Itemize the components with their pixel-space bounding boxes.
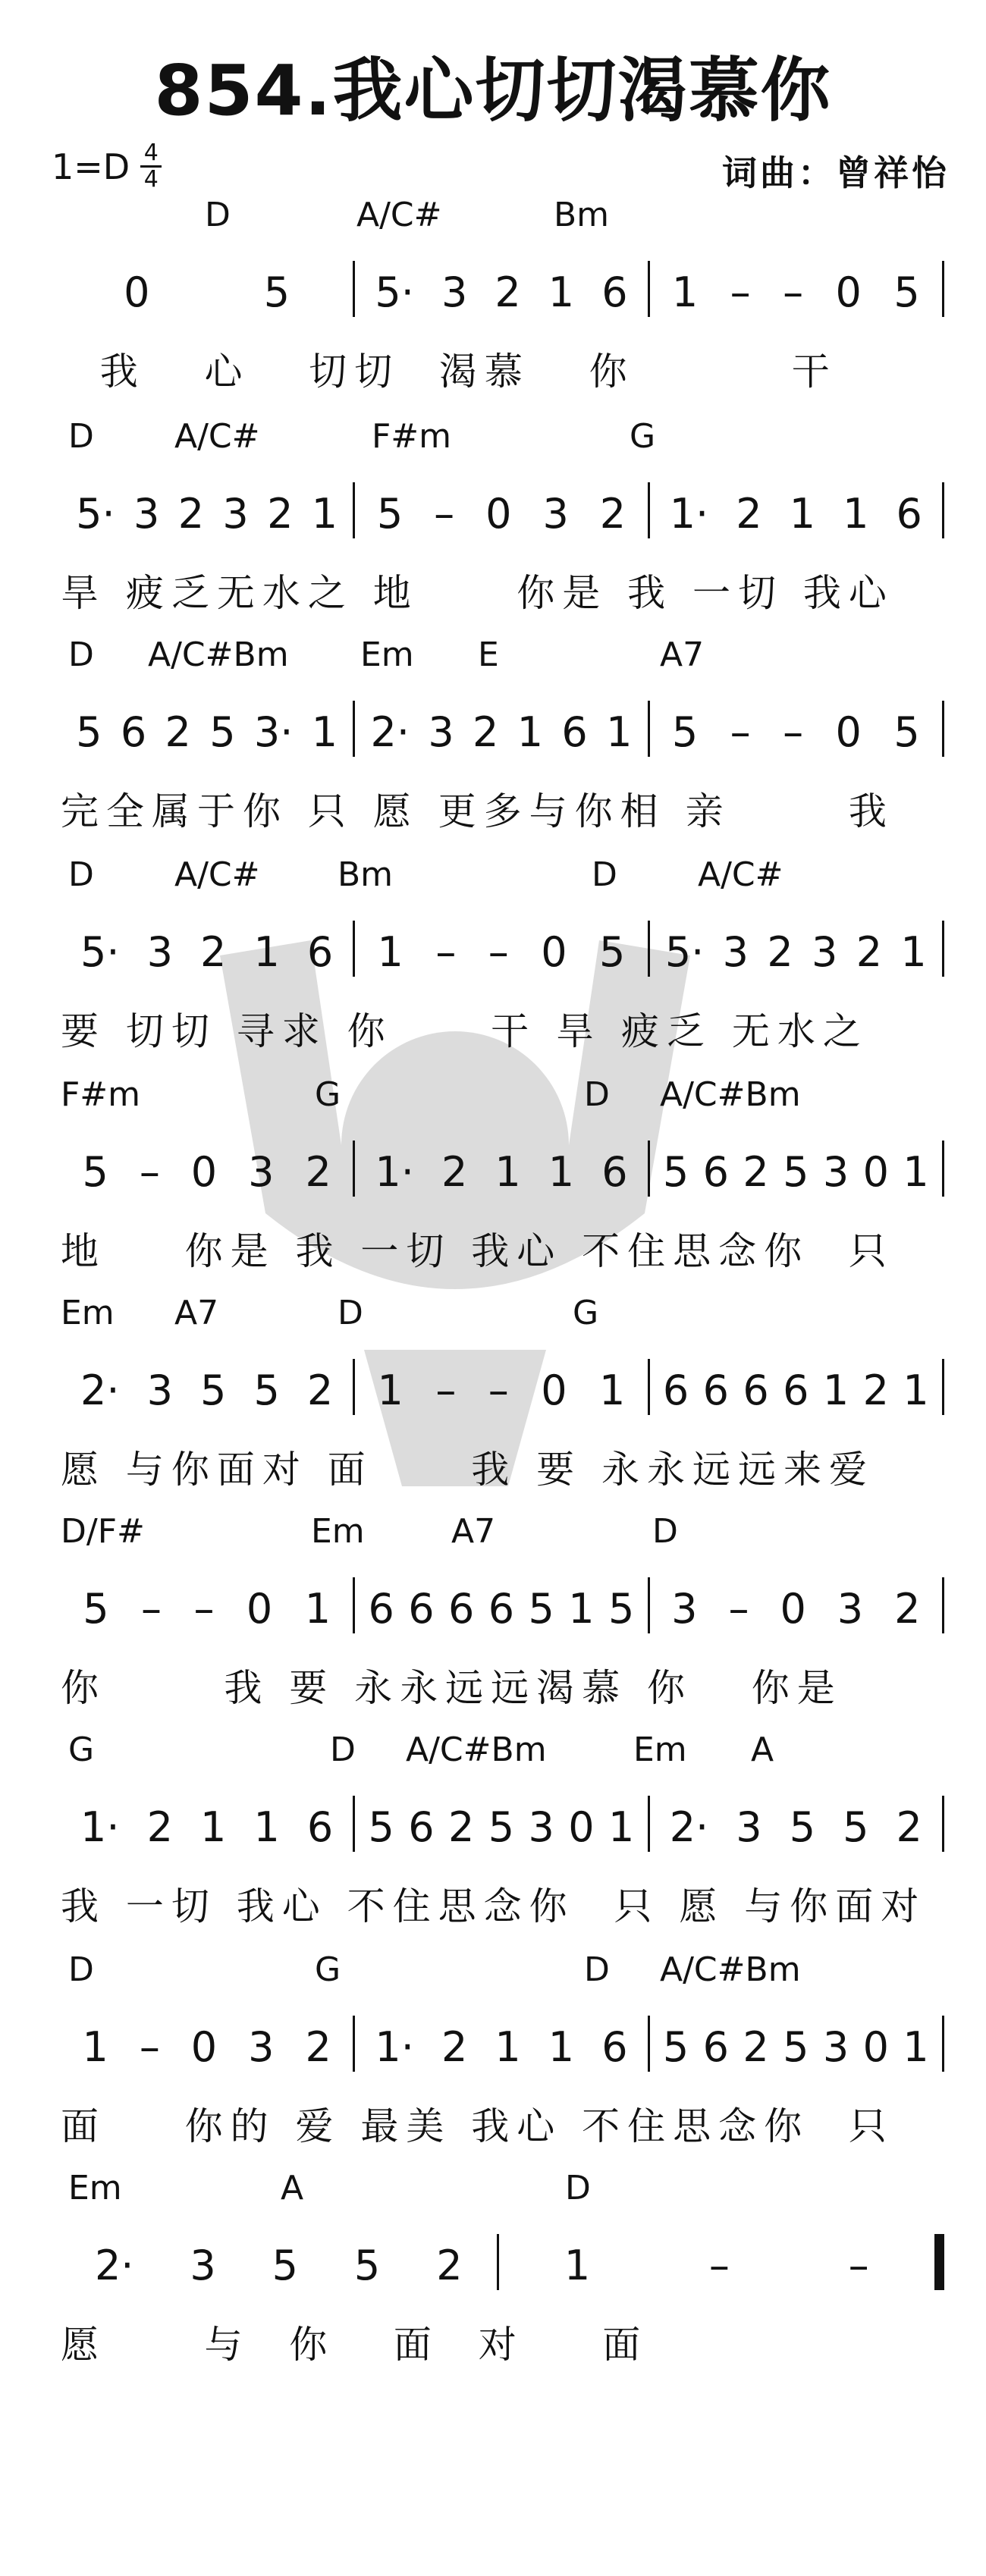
note: 2 (441, 2023, 468, 2071)
note: 5 (376, 490, 404, 538)
chord-symbol: A7 (451, 1512, 496, 1551)
note: – (730, 268, 751, 316)
measure (499, 2229, 935, 2290)
note: 2· (669, 1803, 709, 1851)
note: 5 (662, 1148, 689, 1196)
score-system (0, 1730, 986, 1958)
note: 1 (568, 1585, 595, 1633)
song-title: 854.我心切切渴慕你 (154, 50, 832, 131)
lyric-line: 你 我 要 永永远远渴慕 你 你是 (61, 1666, 843, 1710)
notation-line (61, 916, 944, 977)
note: 5 (200, 1366, 227, 1414)
chord-symbol: A/C# (698, 855, 783, 894)
measure (61, 256, 353, 317)
score-system (0, 855, 986, 1083)
note: 1 (377, 1366, 404, 1414)
note: 0 (541, 1366, 567, 1414)
measure (355, 2011, 647, 2072)
note: 1 (789, 490, 816, 538)
note: 1 (548, 268, 575, 316)
note: 1 (903, 1148, 929, 1196)
note: 3 (528, 1803, 554, 1851)
lyric-line: 我 一切 我心 不住思念你 只 愿 与你面对 (61, 1884, 927, 1928)
note: 2 (862, 1366, 889, 1414)
chord-symbol: A (751, 1730, 774, 1769)
chord-symbol: G (630, 417, 656, 456)
score-system (0, 1512, 986, 1740)
note: 3 (190, 2242, 216, 2289)
notation-line (61, 478, 944, 538)
note: 0 (541, 928, 567, 976)
note: 1 (82, 2023, 108, 2071)
note: 2 (736, 490, 762, 538)
note: 0 (124, 268, 150, 316)
note: – (783, 708, 804, 756)
notation-line (61, 1354, 944, 1415)
chord-symbol: G (573, 1294, 599, 1332)
chord-symbol: G (315, 1950, 341, 1989)
note: 6 (306, 1803, 334, 1851)
measure (61, 696, 353, 757)
note: 2 (448, 1803, 475, 1851)
note: 1 (843, 490, 869, 538)
lyric-line: 愿 与你面对 面 我 要 永永远远来爱 (61, 1448, 875, 1492)
barline (942, 482, 944, 538)
note: 6 (783, 1366, 809, 1414)
note: 0 (835, 708, 862, 756)
note: 1 (606, 708, 633, 756)
notation-line (61, 696, 944, 757)
note: 6 (488, 1585, 515, 1633)
note: 5 (209, 708, 236, 756)
measure (355, 1136, 647, 1197)
measure (355, 696, 647, 757)
measure (61, 1136, 353, 1197)
note: 5 (488, 1803, 515, 1851)
notation-line (61, 1573, 944, 1633)
note: 6 (120, 708, 147, 756)
note: 6 (702, 2023, 729, 2071)
note: 5· (80, 928, 120, 976)
lyric-line: 旱 疲乏无水之 地 你是 我 一切 我心 (61, 571, 894, 615)
note: 2 (146, 1803, 173, 1851)
measure (61, 1791, 353, 1852)
note: 3 (222, 490, 249, 538)
measure (61, 1354, 353, 1415)
note: 2 (599, 490, 626, 538)
lyric-line: 愿 与 你 面 对 面 (61, 2323, 648, 2367)
chord-symbol: G (68, 1730, 95, 1769)
note: 1 (253, 1803, 280, 1851)
chord-symbol: Em (61, 1294, 115, 1332)
note: – (728, 1585, 749, 1633)
note: 2 (495, 268, 521, 316)
note: 5 (789, 1803, 816, 1851)
note: 2· (80, 1366, 120, 1414)
note: 1 (822, 1366, 849, 1414)
note: – (488, 928, 509, 976)
measure (650, 478, 942, 538)
note: 2 (767, 928, 793, 976)
barline (942, 1141, 944, 1197)
measure (61, 478, 353, 538)
barline (942, 1359, 944, 1415)
note: 0 (568, 1803, 595, 1851)
note: 1 (253, 928, 280, 976)
measure (355, 1791, 647, 1852)
note: 3 (671, 1585, 698, 1633)
measure (650, 1573, 942, 1633)
note: 5 (893, 708, 920, 756)
note: 2 (743, 1148, 769, 1196)
notation-line (61, 256, 944, 317)
note: 0 (190, 2023, 218, 2071)
chord-symbol: E (478, 635, 499, 674)
chord-symbol: A/C# (174, 417, 260, 456)
note: 1· (375, 1148, 414, 1196)
chord-symbol: Bm (554, 196, 610, 234)
note: 5 (368, 1803, 394, 1851)
note: 5 (671, 708, 699, 756)
chord-symbol: D (338, 1294, 363, 1332)
note: 3 (736, 1803, 762, 1851)
note: – (139, 2023, 160, 2071)
note: 5 (783, 2023, 809, 2071)
note: – (139, 1148, 160, 1196)
chord-symbol: D (584, 1950, 610, 1989)
note: 5 (608, 1585, 635, 1633)
note: 5 (253, 1366, 280, 1414)
note: 5 (76, 708, 102, 756)
note: 3 (542, 490, 569, 538)
note: 1 (495, 2023, 521, 2071)
note: 3 (837, 1585, 864, 1633)
lyric-line: 我 心 切切 渴慕 你 干 (61, 350, 837, 394)
measure (650, 1791, 942, 1852)
note: 1 (548, 1148, 575, 1196)
note: 0 (862, 1148, 889, 1196)
key-label: 1=D (52, 146, 130, 187)
chord-symbol: Em (68, 2169, 122, 2207)
note: 1 (517, 708, 544, 756)
notation-line (61, 1791, 944, 1852)
barline (942, 2016, 944, 2072)
chord-symbol: A/C# (174, 855, 260, 894)
score-system (0, 1075, 986, 1303)
note: 5 (83, 1585, 109, 1633)
note: 5 (843, 1803, 869, 1851)
score-system (0, 1294, 986, 1521)
note: 3· (253, 708, 294, 756)
note: 1 (311, 708, 338, 756)
measure (61, 1573, 353, 1633)
note: 1· (669, 490, 709, 538)
note: 3 (248, 2023, 275, 2071)
note: – (730, 708, 751, 756)
score-system (0, 2169, 986, 2396)
note: 6 (601, 268, 628, 316)
note: 6 (408, 1585, 435, 1633)
score-system (0, 1950, 986, 2178)
note: 3 (722, 928, 749, 976)
note: 5 (893, 268, 920, 316)
note: 3 (822, 1148, 849, 1196)
note: 3 (812, 928, 838, 976)
note: – (434, 490, 455, 538)
chord-symbol: A/C#Bm (148, 635, 289, 674)
note: 2 (743, 2023, 769, 2071)
note: 6 (306, 928, 334, 976)
note: – (783, 268, 804, 316)
note: – (435, 1366, 457, 1414)
chord-symbol: Em (311, 1512, 365, 1551)
chord-symbol: D (68, 855, 94, 894)
notation-line (61, 2011, 944, 2072)
notation-line (61, 1136, 944, 1197)
note: 6 (448, 1585, 475, 1633)
chord-symbol: A/C#Bm (406, 1730, 547, 1769)
note: 1 (608, 1803, 635, 1851)
note: 6 (743, 1366, 769, 1414)
note: 3 (146, 928, 173, 976)
score-system (0, 635, 986, 863)
note: 1 (200, 1803, 227, 1851)
note: 6 (561, 708, 588, 756)
note: 1· (80, 1803, 120, 1851)
note: 3 (428, 708, 454, 756)
measure (650, 2011, 942, 2072)
note: 5 (662, 2023, 689, 2071)
note: 5 (528, 1585, 554, 1633)
barline (934, 2234, 944, 2290)
note: 0 (835, 268, 862, 316)
chord-symbol: F#m (372, 417, 452, 456)
barline (942, 1796, 944, 1852)
note: 2· (94, 2242, 134, 2289)
note: 2 (267, 490, 294, 538)
note: 1· (375, 2023, 414, 2071)
note: 6 (702, 1366, 729, 1414)
note: 3 (248, 1148, 275, 1196)
note: 6 (601, 2023, 628, 2071)
note: 0 (190, 1148, 218, 1196)
note: 2 (436, 2242, 463, 2289)
chord-symbol: A/C#Bm (660, 1075, 801, 1114)
note: 5 (263, 268, 290, 316)
note: – (848, 2242, 869, 2289)
chord-symbol: A/C# (356, 196, 442, 234)
barline (942, 921, 944, 977)
note: 2 (165, 708, 191, 756)
note: 2 (305, 1148, 331, 1196)
note: 0 (862, 2023, 889, 2071)
measure (61, 2011, 353, 2072)
note: 5· (664, 928, 705, 976)
chord-symbol: Em (360, 635, 414, 674)
note: 2 (894, 1585, 921, 1633)
note: – (708, 2242, 730, 2289)
note: 0 (780, 1585, 806, 1633)
note: 5 (82, 1148, 108, 1196)
chord-symbol: A (281, 2169, 304, 2207)
measure (650, 1354, 942, 1415)
chord-symbol: A7 (660, 635, 705, 674)
chord-symbol: A7 (174, 1294, 219, 1332)
measure (61, 916, 353, 977)
note: 6 (662, 1366, 689, 1414)
lyric-line: 要 切切 寻求 你 干 旱 疲乏 无水之 (61, 1009, 868, 1053)
measure (355, 1573, 647, 1633)
note: 2 (473, 708, 499, 756)
note: 1 (377, 928, 404, 976)
note: 0 (246, 1585, 273, 1633)
note: 1 (599, 1366, 626, 1414)
chord-symbol: D (68, 1950, 94, 1989)
time-signature (140, 141, 162, 192)
chord-symbol: D (330, 1730, 356, 1769)
note: 6 (601, 1148, 628, 1196)
chord-symbol: D (565, 2169, 591, 2207)
notation-line (61, 2229, 944, 2290)
time-signature-bottom: 4 (143, 166, 159, 193)
measure (650, 696, 942, 757)
note: – (193, 1585, 215, 1633)
chord-symbol: D (68, 635, 94, 674)
note: 6 (702, 1148, 729, 1196)
note: 1 (903, 1366, 929, 1414)
note: 6 (408, 1803, 435, 1851)
note: – (141, 1585, 162, 1633)
note: 5 (272, 2242, 299, 2289)
note: 3 (133, 490, 160, 538)
note: 2 (305, 2023, 331, 2071)
measure (355, 1354, 647, 1415)
measure (355, 256, 647, 317)
note: 1 (903, 2023, 929, 2071)
note: 3 (822, 2023, 849, 2071)
lyric-line: 面 你的 爱 最美 我心 不住思念你 只 (61, 2104, 894, 2148)
note: 6 (368, 1585, 394, 1633)
chord-symbol: D (68, 417, 94, 456)
barline (942, 701, 944, 757)
note: 2· (370, 708, 410, 756)
note: 1 (564, 2242, 591, 2289)
note: – (435, 928, 457, 976)
note: 5 (599, 928, 626, 976)
author-credit: 词曲：曾祥怡 (722, 152, 950, 193)
measure (650, 1136, 942, 1197)
chord-symbol: Em (633, 1730, 687, 1769)
chord-symbol: D (652, 1512, 678, 1551)
lyric-line: 完全属于你 只 愿 更多与你相 亲 我 (61, 789, 894, 833)
note: 5 (353, 2242, 381, 2289)
chord-symbol: D/F# (61, 1512, 145, 1551)
note: 0 (485, 490, 512, 538)
barline (942, 261, 944, 317)
measure (650, 916, 942, 977)
note: 1 (548, 2023, 575, 2071)
key-signature (52, 141, 162, 192)
measure (61, 2229, 497, 2290)
note: 2 (896, 1803, 922, 1851)
lyric-line: 地 你是 我 一切 我心 不住思念你 只 (61, 1229, 894, 1273)
note: 1 (900, 928, 927, 976)
measure (650, 256, 942, 317)
chord-symbol: A/C#Bm (660, 1950, 801, 1989)
note: 3 (146, 1366, 173, 1414)
note: 3 (441, 268, 468, 316)
measure (355, 916, 647, 977)
note: 2 (441, 1148, 468, 1196)
note: 2 (856, 928, 883, 976)
note: 6 (896, 490, 922, 538)
note: 5 (783, 1148, 809, 1196)
chord-symbol: D (205, 196, 231, 234)
score-system (0, 196, 986, 423)
note: 1 (304, 1585, 331, 1633)
chord-symbol: D (592, 855, 617, 894)
note: 2 (306, 1366, 334, 1414)
measure (355, 478, 647, 538)
note: 2 (200, 928, 227, 976)
chord-symbol: G (315, 1075, 341, 1114)
note: 5· (76, 490, 115, 538)
note: 2 (177, 490, 205, 538)
note: 1 (671, 268, 699, 316)
note: 5· (375, 268, 414, 316)
time-signature-top: 4 (143, 140, 159, 166)
chord-symbol: D (584, 1075, 610, 1114)
score-system (0, 417, 986, 645)
note: 1 (311, 490, 338, 538)
chord-symbol: F#m (61, 1075, 141, 1114)
note: – (488, 1366, 509, 1414)
barline (942, 1577, 944, 1633)
chord-symbol: Bm (338, 855, 394, 894)
note: 1 (495, 1148, 521, 1196)
